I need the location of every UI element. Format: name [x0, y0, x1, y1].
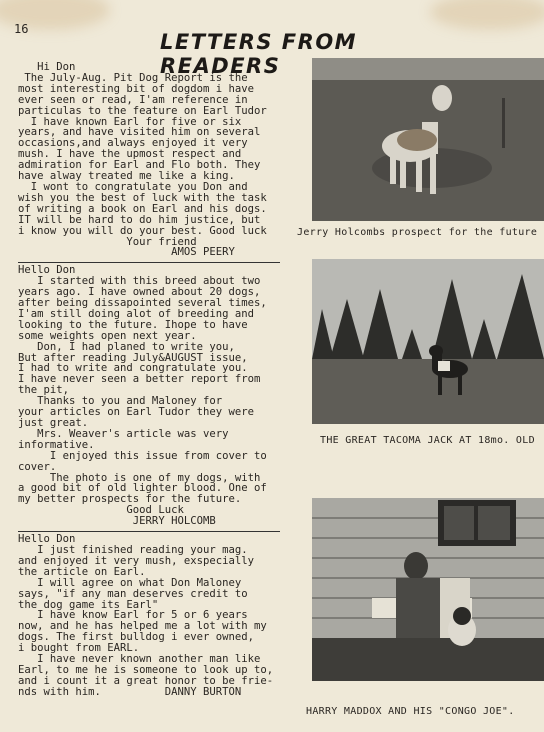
caption-holcomb-prospect: Jerry Holcombs prospect for the future [297, 227, 538, 238]
caption-tacoma-jack: THE GREAT TACOMA JACK AT 18mo. OLD [320, 435, 535, 446]
divider [18, 531, 280, 532]
photo-holcomb-prospect [312, 58, 544, 221]
page-number: 16 [14, 22, 29, 36]
caption-harry-maddox: HARRY MADDOX AND HIS "CONGO JOE". [306, 706, 515, 717]
paper-stain [430, 0, 544, 30]
letter-amos-peery: Hi Don The July-Aug. Pit Dog Report is the most interesting bit of dogdom i have ever seen or read, I'am reference in particulas to the feature on Earl Tudor I have known Earl for five or six years, and have visited him on several occasions,and always enjoyed it very mush. I have the upmost respect and admiration for Earl and Flo both. They have alway treated me like a king. I wont to congratulate you Don and wish you the best of luck with the task of writing a book on Earl and his dogs. IT will be hard to do him justice, but i know you will do your best. Good luck Your friend AMOS PEERY [18, 61, 267, 259]
page-title: LETTERS FROM READERS [160, 30, 358, 78]
divider [18, 262, 280, 263]
photo-tacoma-jack [312, 259, 544, 424]
letter-jerry-holcomb: Hello Don I started with this breed about two years ago. I have owned about 20 dogs, after being dissapointed several times, I'am still doing alot of breeding and looking to the future. Ihope to have some weights open next year. Don, I had planed to write you, But after reading July&AUGUST issue, I had to write and congratulate you. I have never seen a better report from the pit, Thanks to you and Maloney for your articles on Earl Tudor they were just great. Mrs. Weaver's article was very informative. I enjoyed this issue from cover to cover. The photo is one of my dogs, with a good bit of old lighter blood. One of my better prospects for the future. Good Luck JERRY HOLCOMB [18, 264, 267, 528]
letters-column [18, 62, 284, 698]
photo-harry-maddox [312, 498, 544, 681]
letter-danny-burton: Hello Don I just finished reading your mag. and enjoyed it very mush, exspecially the article on Earl. I will agree on what Don Maloney says, "if any man deserves credit to the dog game its Earl" I have know Earl for 5 or 6 years now, and he has helped me a lot with my dogs. The first bulldog i ever owned, i bought from EARL. I have never known another man like Earl, to me he is someone to look up to, and i count it a great honor to be frie- nds with him. DANNY BURTON [18, 533, 274, 698]
